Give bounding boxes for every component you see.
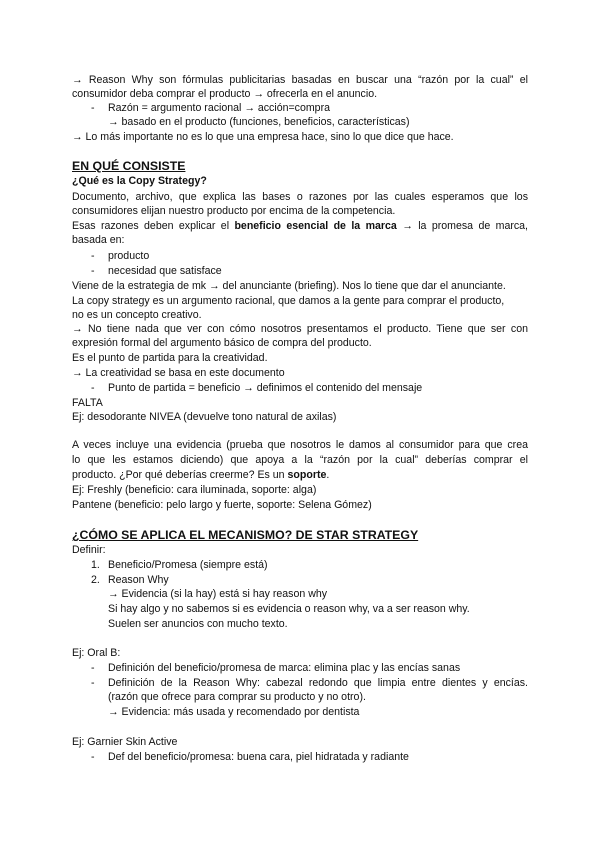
example-heading-garnier: Ej: Garnier Skin Active	[72, 736, 178, 748]
example-line: Ej: Freshly (beneficio: cara iluminada, soporte: alga)	[72, 484, 317, 496]
section-heading-mecanismo: ¿CÓMO SE APLICA EL MECANISMO? DE STAR STRATEGY	[72, 528, 419, 542]
bullet-dash: -	[91, 265, 95, 277]
bullet-text: Def del beneficio/promesa: buena cara, piel hidratada y radiante	[108, 751, 409, 763]
bullet-dash: -	[91, 102, 95, 114]
intro-line-2: consumidor deba comprar el producto → ofrecerla en el anuncio.	[72, 88, 378, 100]
intro-line-1: → Reason Why son fórmulas publicitarias basadas en buscar una “razón por la cual” el	[72, 74, 528, 86]
subheading-copy-strategy: ¿Qué es la Copy Strategy?	[72, 175, 207, 187]
intro-line-4: → basado en el producto (funciones, beneficios, características)	[108, 116, 410, 128]
list-subline: Si hay algo y no sabemos si es evidencia o reason why, va a ser reason why.	[108, 603, 470, 615]
list-number: 2.	[91, 574, 100, 586]
paragraph-line: Documento, archivo, que explica las bases o razones por las cuales esperamos que los	[72, 191, 528, 203]
paragraph-line-falta: FALTA	[72, 397, 103, 409]
bullet-dash: -	[91, 250, 95, 262]
paragraph-line: consumidores elijan nuestro producto por encima de la competencia.	[72, 205, 396, 217]
text-span: → la promesa de marca,	[396, 220, 529, 232]
paragraph-line: expresión formal del argumento básico de compra del producto.	[72, 337, 372, 349]
text-span: .	[326, 469, 330, 481]
example-line: Pantene (beneficio: pelo largo y fuerte, soporte: Selena Gómez)	[72, 499, 372, 511]
intro-line-3: Razón = argumento racional → acción=compra	[108, 102, 330, 114]
paragraph-line-beneficio	[72, 219, 528, 233]
example-heading-oral-b: Ej: Oral B:	[72, 647, 121, 659]
paragraph-line: lo que les estamos diciendo) que apoya a la “razón por la cual” deberías comprar el	[72, 454, 528, 466]
list-number: 1.	[91, 559, 100, 571]
bullet-text: Definición del beneficio/promesa de marca: elimina plac y las encías sanas	[108, 662, 461, 674]
bullet-subline: (razón que ofrece para comprar su producto y no otro).	[108, 691, 366, 703]
paragraph-line: Viene de la estrategia de mk → del anunciante (briefing). Nos lo tiene que dar el anunciante.	[72, 280, 506, 292]
paragraph-line: La copy strategy es un argumento racional, que damos a la gente para comprar el producto,	[72, 295, 505, 307]
paragraph-line: → No tiene nada que ver con cómo nosotros presentamos el producto. Tiene que ser con	[72, 323, 528, 335]
paragraph-line: basada en:	[72, 234, 125, 246]
list-subline: Suelen ser anuncios con mucho texto.	[108, 618, 288, 630]
paragraph-line-soporte	[72, 468, 329, 482]
text-span: Esas razones deben explicar el	[72, 220, 235, 232]
paragraph-line: Es el punto de partida para la creatividad.	[72, 352, 268, 364]
bullet-dash: -	[91, 751, 95, 763]
bold-text: soporte	[287, 469, 327, 481]
example-line: Ej: desodorante NIVEA (devuelve tono natural de axilas)	[72, 411, 337, 423]
paragraph-line: → La creatividad se basa en este documento	[72, 367, 285, 379]
bold-text: beneficio esencial de la marca	[234, 220, 397, 232]
bullet-subline: → Evidencia: más usada y recomendado por dentista	[108, 706, 360, 718]
paragraph-line: no es un concepto creativo.	[72, 309, 202, 321]
list-subline: → Evidencia (si la hay) está si hay reason why	[108, 588, 328, 600]
section-heading-en-que-consiste: EN QUÉ CONSISTE	[72, 159, 186, 173]
bullet-dash: -	[91, 662, 95, 674]
list-item: Beneficio/Promesa (siempre está)	[108, 559, 268, 571]
bullet-dash: -	[91, 382, 95, 394]
paragraph-line: Definir:	[72, 544, 106, 556]
bullet-dash: -	[91, 677, 95, 689]
intro-line-5: → Lo más importante no es lo que una empresa hace, sino lo que dice que hace.	[72, 131, 454, 143]
bullet-text: Punto de partida = beneficio → definimos el contenido del mensaje	[108, 382, 423, 394]
text-span: producto. ¿Por qué deberías creerme? Es un	[72, 469, 288, 481]
bullet-text: Definición de la Reason Why: cabezal redondo que limpia entre dientes y encías.	[108, 677, 528, 689]
list-item: Reason Why	[108, 574, 169, 586]
bullet-text: producto	[108, 250, 150, 262]
paragraph-line: A veces incluye una evidencia (prueba que nosotros le damos al consumidor para que crea	[72, 439, 528, 451]
bullet-text: necesidad que satisface	[108, 265, 222, 277]
